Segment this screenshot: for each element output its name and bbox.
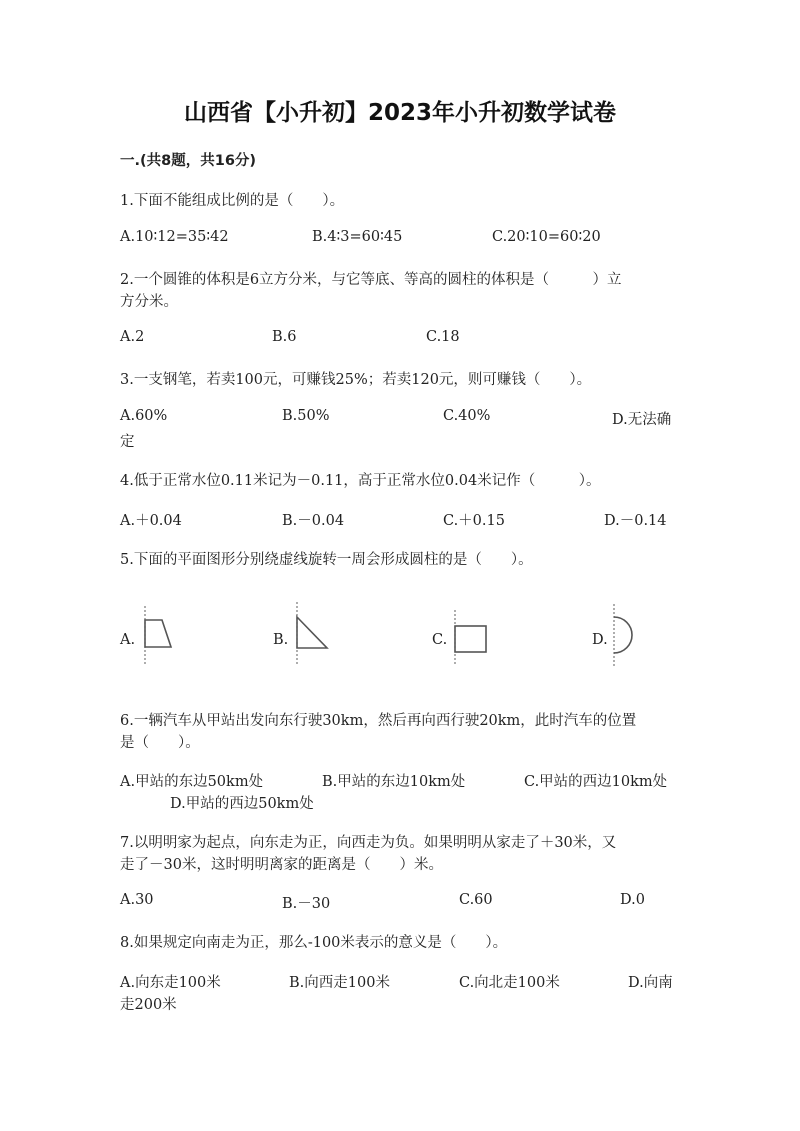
- q2-option-b[interactable]: B.6: [272, 329, 297, 345]
- q3-option-a[interactable]: A.60%: [120, 408, 168, 424]
- q7-option-b[interactable]: B.－30: [282, 896, 331, 912]
- q3-option-d[interactable]: D.无法确: [612, 412, 672, 428]
- q4-option-c[interactable]: C.＋0.15: [443, 513, 505, 529]
- question-1-text: 1.下面不能组成比例的是（ ）。: [120, 193, 345, 209]
- q7-option-a[interactable]: A.30: [120, 892, 154, 908]
- section-heading: 一.(共8题，共16分): [120, 153, 257, 169]
- question-4-text: 4.低于正常水位0.11米记为－0.11，高于正常水位0.04米记作（ ）。: [120, 473, 601, 489]
- q5-option-d[interactable]: D.: [592, 632, 608, 648]
- q1-option-c[interactable]: C.20∶10=60∶20: [492, 229, 601, 245]
- question-3-text: 3.一支钢笔，若卖100元，可赚钱25%；若卖120元，则可赚钱（ ）。: [120, 372, 592, 388]
- q7-option-d[interactable]: D.0: [620, 892, 645, 908]
- question-6-text-line1: 6.一辆汽车从甲站出发向东行驶30km，然后再向西行驶20km，此时汽车的位置: [120, 713, 637, 729]
- page-title: 山西省【小升初】2023年小升初数学试卷: [183, 100, 616, 126]
- q8-option-c[interactable]: C.向北走100米: [459, 975, 560, 991]
- q2-option-c[interactable]: C.18: [426, 329, 460, 345]
- q3-option-b[interactable]: B.50%: [282, 408, 330, 424]
- q8-option-b[interactable]: B.向西走100米: [289, 975, 390, 991]
- q6-option-a[interactable]: A.甲站的东边50km处: [120, 774, 264, 790]
- q3-option-d-wrap: 定: [120, 434, 135, 450]
- question-7-text-line1: 7.以明明家为起点，向东走为正，向西走为负。如果明明从家走了＋30米，又: [120, 835, 617, 851]
- q6-option-b[interactable]: B.甲站的东边10km处: [322, 774, 466, 790]
- q5-figure-c-rectangle: [446, 610, 492, 666]
- q5-option-a[interactable]: A.: [120, 632, 136, 648]
- q4-option-d[interactable]: D.－0.14: [604, 513, 667, 529]
- q8-option-d[interactable]: D.向南: [628, 975, 673, 991]
- q8-option-a[interactable]: A.向东走100米: [120, 975, 221, 991]
- q4-option-a[interactable]: A.＋0.04: [120, 513, 182, 529]
- question-5-text: 5.下面的平面图形分别绕虚线旋转一周会形成圆柱的是（ ）。: [120, 552, 533, 568]
- q2-option-a[interactable]: A.2: [120, 329, 145, 345]
- q5-figure-a-trapezoid: [136, 606, 180, 666]
- q4-option-b[interactable]: B.－0.04: [282, 513, 345, 529]
- q3-option-c[interactable]: C.40%: [443, 408, 491, 424]
- question-6-text-line2: 是（ ）。: [120, 735, 200, 751]
- question-2-text-line1: 2.一个圆锥的体积是6立方分米，与它等底、等高的圆柱的体积是（ ）立: [120, 272, 622, 288]
- q5-option-b[interactable]: B.: [273, 632, 289, 648]
- q5-option-c[interactable]: C.: [432, 632, 448, 648]
- q5-figure-b-triangle: [288, 602, 332, 668]
- q6-option-c[interactable]: C.甲站的西边10km处: [524, 774, 668, 790]
- question-8-text: 8.如果规定向南走为正，那么-100米表示的意义是（ ）。: [120, 935, 508, 951]
- q1-option-b[interactable]: B.4∶3=60∶45: [312, 229, 403, 245]
- question-7-text-line2: 走了－30米，这时明明离家的距离是（ ）米。: [120, 857, 443, 873]
- q1-option-a[interactable]: A.10∶12=35∶42: [120, 229, 229, 245]
- question-2-text-line2: 方分米。: [120, 294, 178, 310]
- q8-option-d-wrap: 走200米: [120, 997, 177, 1013]
- q7-option-c[interactable]: C.60: [459, 892, 493, 908]
- q5-figure-d-semicircle: [605, 604, 641, 668]
- q6-option-d[interactable]: D.甲站的西边50km处: [170, 796, 314, 812]
